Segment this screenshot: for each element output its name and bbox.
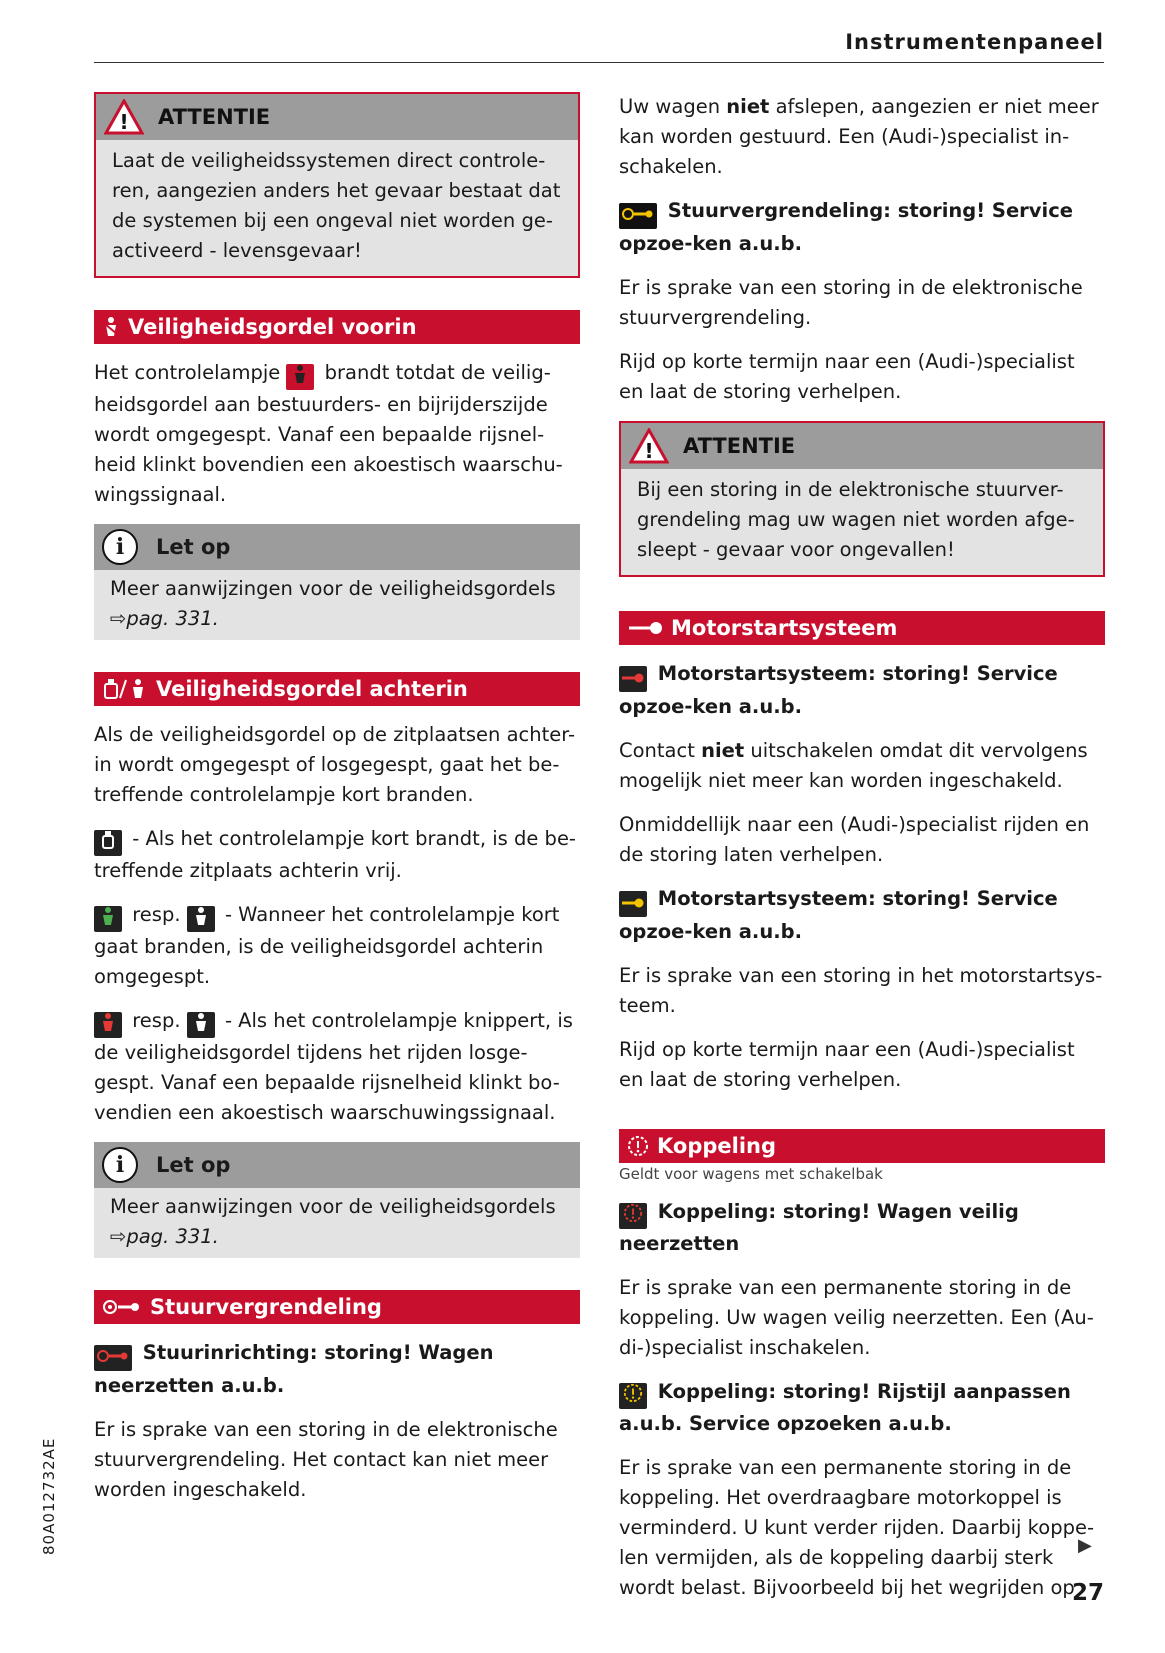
right-column [619,92,1105,1617]
text: Meer aanwijzingen voor de veiligheidsgordels [110,577,556,600]
page-reference-link[interactable]: ⇨pag. 331. [110,607,219,630]
text: - Wanneer het controlelampje kort gaat branden, is de veiligheidsgordel achterin omgegespt. [94,903,560,988]
warning-triangle-icon [629,428,669,464]
section-title: Motorstartsysteem [671,616,898,640]
paragraph: Rijd op korte termijn naar een (Audi-)specialist en laat de storing verhelpen. [619,350,1075,403]
continue-arrow-icon: ▶ [1078,1535,1092,1556]
section-subtitle: Geldt voor wagens met schakelbak [619,1165,883,1183]
clutch-icon [627,1135,649,1157]
text: Koppeling: storing! Rijstijl aanpassen a.u.b. Service opzoeken a.u.b. [619,1380,1071,1435]
steering-lock-yellow-lamp-icon [619,203,657,229]
seatbelt-icon [102,316,120,338]
warning-triangle-icon [104,99,144,135]
section-title: Stuurvergrendeling [150,1295,382,1319]
note-header [94,1142,580,1188]
text: Stuurvergrendeling: storing! Service opzoe-ken a.u.b. [619,199,1073,255]
info-icon: i [102,1147,138,1183]
note-title: Let op [156,535,231,559]
warning-header [96,94,578,140]
note-header [94,524,580,570]
note-box [94,1142,580,1258]
message-heading [619,884,1105,947]
note-text [94,1188,580,1258]
warning-text: Bij een storing in de elektronische stuurver-grendeling mag uw wagen niet worden afge-sleept - gevaar voor ongevallen! [637,478,1075,561]
section-title: Veiligheidsgordel achterin [156,677,468,701]
warning-title: ATTENTIE [683,434,796,458]
paragraph: Er is sprake van een storing in de elektronische stuurvergrendeling. Het contact kan niet meer worden ingeschakeld. [94,1418,558,1501]
paragraph: Er is sprake van een permanente storing in de koppeling. Uw wagen veilig neerzetten. Een (Au-di-)specialist inschakelen. [619,1276,1094,1359]
text: - Als het controlelampje kort brandt, is de be-treffende zitplaats achterin vrij. [94,827,576,882]
paragraph: Er is sprake van een permanente storing in de koppeling. Het overdraagbare motorkoppel is verminderd. U kunt verder rijden. Daarbij koppe-len vermijden, als de koppeling daarbij sterk wordt belast. Bijvoorbeeld bij het wegrijden op [619,1456,1094,1599]
warning-header [621,423,1103,469]
note-text [94,570,580,640]
section-steering-lock [94,1290,580,1324]
steering-lock-red-lamp-icon [94,1345,132,1371]
message-heading [94,1338,580,1401]
text: Meer aanwijzingen voor de veiligheidsgordels [110,1195,556,1218]
paragraph [619,736,1105,796]
text: Motorstartsysteem: storing! Service opzoe-ken a.u.b. [619,662,1058,718]
page-number: 27 [1071,1580,1104,1606]
section-seatbelt-front [94,310,580,344]
message-heading [619,1197,1105,1259]
key-icon [627,620,663,636]
warning-box [619,421,1105,577]
paragraph [94,1006,580,1128]
warning-box [94,92,580,278]
message-heading [619,196,1105,259]
warning-text: Laat de veiligheidssystemen direct controle-ren, aangezien anders het gevaar bestaat dat de systemen bij een ongeval niet worden ge-activeerd - levensgevaar! [112,149,561,262]
svg-text:!: ! [119,110,129,134]
warning-title: ATTENTIE [158,105,271,129]
paragraph: Als de veiligheidsgordel op de zitplaatsen achter-in wordt omgegespt of losgegespt, gaat het be-treffende controlelampje kort branden. [94,723,576,806]
paragraph [94,900,580,992]
text: Stuurinrichting: storing! Wagen neerzetten a.u.b. [94,1341,494,1397]
text: uitschakelen omdat dit vervolgens mogelijk niet meer kan worden ingeschakeld. [619,739,1088,792]
text: Koppeling: storing! Wagen veilig neerzetten [619,1200,1019,1255]
seatbelt-green-lamp-icon [94,906,122,932]
paragraph [619,92,1105,182]
seat-empty-lamp-icon [94,830,122,856]
info-icon: i [102,529,138,565]
steering-lock-icon [102,1298,142,1316]
text: brandt totdat de veilig-heidsgordel aan bestuurders- en bijrijderszijde wordt omgegespt. Vanaf een bepaalde rijsnel-heid klinkt bovendien een akoestisch waarschu-wingssignaal. [94,361,563,506]
clutch-yellow-lamp-icon [619,1383,647,1409]
text: Het controlelampje [94,361,281,384]
page-header [94,28,1104,63]
text: afslepen, aangezien er niet meer kan worden gestuurd. Een (Audi-)specialist in-schakelen. [619,95,1099,178]
paragraph: Er is sprake van een storing in het motorstartsys-teem. [619,964,1103,1017]
text: niet [726,95,770,118]
section-title: Veiligheidsgordel voorin [128,315,417,339]
paragraph: Onmiddellijk naar een (Audi-)specialist rijden en de storing laten verhelpen. [619,813,1090,866]
section-engine-start [619,611,1105,645]
seatbelt-warning-lamp-icon [286,364,314,390]
text: niet [701,739,745,762]
seat-seatbelt-icon [102,678,148,700]
document-code: 80A012732AE [40,1437,58,1555]
note-box [94,524,580,640]
left-column [94,92,580,1519]
message-heading [619,1377,1105,1439]
paragraph: Rijd op korte termijn naar een (Audi-)specialist en laat de storing verhelpen. [619,1038,1075,1091]
svg-text:!: ! [644,439,654,463]
message-heading [619,659,1105,722]
paragraph [94,824,580,886]
text: - Als het controlelampje knippert, is de veiligheidsgordel tijdens het rijden losge-gespt. Vanaf een bepaalde rijsnelheid klinkt bo-vendien een akoestisch waarschuwingssignaal. [94,1009,573,1124]
section-clutch [619,1129,1105,1163]
section-seatbelt-rear [94,672,580,706]
seatbelt-white-lamp-icon [187,906,215,932]
text: resp. [132,903,181,926]
key-yellow-lamp-icon [619,891,647,917]
text: resp. [132,1009,181,1032]
paragraph: Er is sprake van een storing in de elektronische stuurvergrendeling. [619,276,1083,329]
text: Uw wagen [619,95,721,118]
clutch-red-lamp-icon [619,1203,647,1229]
seatbelt-white-lamp-icon [187,1012,215,1038]
header-title: Instrumentenpaneel [845,30,1104,54]
text: Motorstartsysteem: storing! Service opzoe-ken a.u.b. [619,887,1058,943]
text: Contact [619,739,695,762]
key-red-lamp-icon [619,666,647,692]
section-title: Koppeling [657,1134,777,1158]
note-title: Let op [156,1153,231,1177]
paragraph [94,358,580,510]
page-reference-link[interactable]: ⇨pag. 331. [110,1225,219,1248]
seatbelt-red-lamp-icon [94,1012,122,1038]
